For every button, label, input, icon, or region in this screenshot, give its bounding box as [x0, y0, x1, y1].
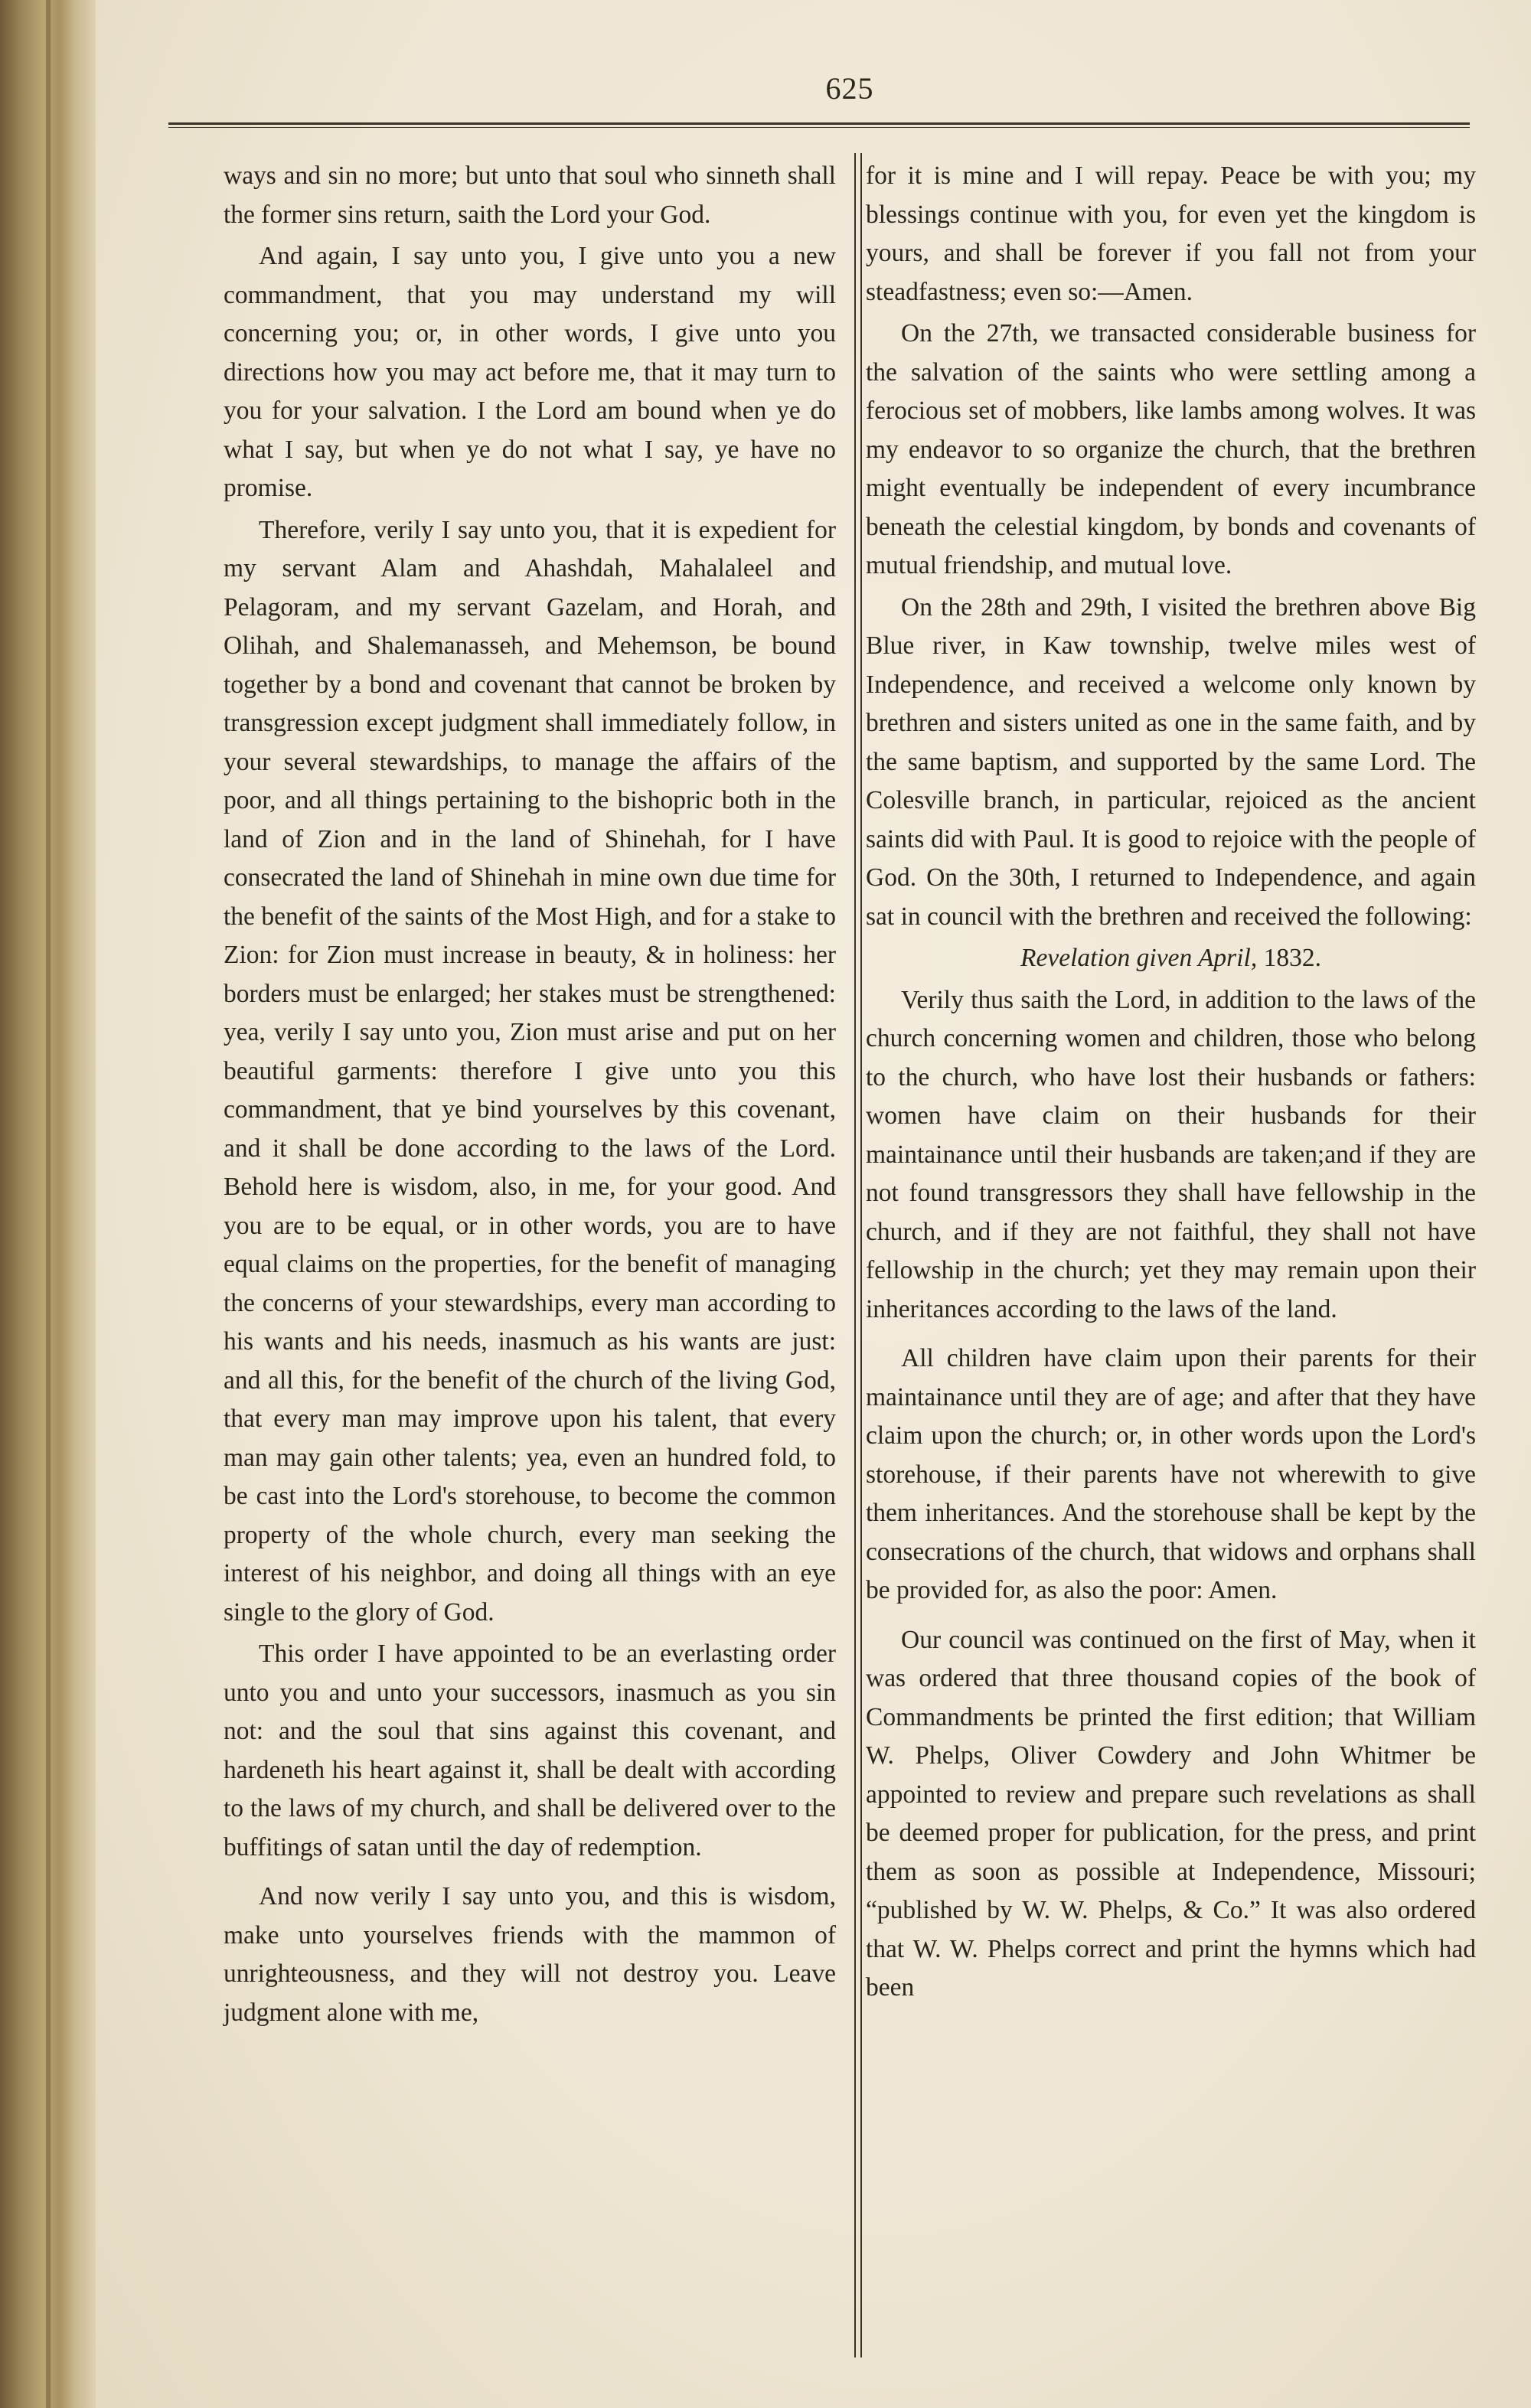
column-divider [854, 153, 862, 2357]
binding-shadow [46, 0, 51, 2408]
left-paragraph-4: This order I have appointed to be an everlasting order unto you and unto your successors, inasmuch as you sin not: and the soul that sins against this covenant, and hardeneth his heart against it, shall be dealt with according to the laws of my church, and shall be delivered over to the buffitings of satan until the day of redemption. [224, 1640, 836, 1861]
right-paragraph-6: Our council was continued on the first of May, when it was ordered that three thousand copies of the book of Commandments be printed the first edition; that William W. Phelps, Oliver Cowdery and John Whitmer be appointed to review and prepare such revelations as shall be deemed proper for publication, for the press, and print them as soon as possible at Independence, Missouri; “published by W. W. Phelps, & Co.” It was also ordered that W. W. Phelps correct and print the hymns which had been [866, 1625, 1476, 2002]
book-binding-gutter [0, 0, 96, 2408]
left-paragraph-2: And again, I say unto you, I give unto you a new commandment, that you may understand my will concerning you; or, in other words, I give unto you directions how you may act before me, that it may turn to you for your salvation. I the Lord am bound when ye do what I say, but when ye do not what I say, ye have no promise. [224, 242, 836, 502]
page-number: 625 [825, 71, 874, 106]
left-paragraph-5: And now verily I say unto you, and this is wisdom, make unto yourselves friends with the mammon of unrighteousness, and they will not destroy you. Leave judgment alone with me, [224, 1882, 836, 2027]
revelation-heading-italic: Revelation given April, [1020, 944, 1258, 972]
header-rule-thin [168, 127, 1470, 128]
right-column [866, 157, 1476, 2011]
right-paragraph-2: On the 27th, we transacted considerable business for the salvation of the saints who were settling among a ferocious set of mobbers, like lambs among wolves. It was my endeavor to so organize the church, that the brethren might eventually be independent of every incumbrance beneath the celestial kingdom, by bonds and covenants of mutual friendship, and mutual love. [866, 319, 1476, 579]
header-rule [168, 122, 1470, 125]
left-paragraph-1: ways and sin no more; but unto that soul who sinneth shall the former sins return, saith the Lord your God. [224, 162, 836, 229]
right-paragraph-3: On the 28th and 29th, I visited the brethren above Big Blue river, in Kaw township, twelve miles west of Independence, and received a welcome only known by brethren and sisters united as one in the same faith, and by the same baptism, and supported by the same Lord. The Colesville branch, in particular, rejoiced as the ancient saints did with Paul. It is good to rejoice with the people of God. On the 30th, I returned to Independence, and again sat in council with the brethren and received the following: [866, 592, 1476, 931]
left-paragraph-3: Therefore, verily I say unto you, that it is expedient for my servant Alam and Ahashdah, Mahalaleel and Pelagoram, and my servant Gazelam, and Horah, and Olihah, and Shalemanasseh, and Mehemson, be bound together by a bond and covenant that cannot be broken by transgression except judgment shall immediately follow, in your several stewardships, to manage the affairs of the poor, and all things pertaining to the bishopric both in the land of Zion and in the land of Shinehah, for I have consecrated the land of Shinehah in mine own due time for the benefit of the saints of the Most High, and for a stake to Zion: for Zion must increase in beauty, & in holiness: her borders must be enlarged; her stakes must be strengthened: yea, verily I say unto you, Zion must arise and put on her beautiful garments: therefore I give unto you this commandment, that ye bind yourselves by this covenant, and it shall be done according to the laws of the Lord. Behold here is wisdom, also, in me, for your good. And you are to be equal, or in other words, you are to have equal claims on the properties, for the benefit of managing the concerns of your stewardships, every man according to his wants and his needs, inasmuch as his wants are just: and all this, for the benefit of the church of the living God, that every man may improve upon his talent, that every man may gain other talents; yea, even an hundred fold, to be cast into the Lord's storehouse, to become the common property of the whole church, every man seeking the interest of his neighbor, and doing all things with an eye single to the glory of God. [224, 515, 836, 1627]
right-paragraph-5: All children have claim upon their parents for their maintainance until they are of age; and after that they have claim upon the church; or, in other words upon the Lord's storehouse, if their parents have not wherewith to give them inheritances. And the storehouse shall be kept by the consecrations of the church, that widows and orphans shall be provided for, as also the poor: Amen. [866, 1344, 1476, 1604]
revelation-heading-year: 1832. [1257, 944, 1321, 972]
right-paragraph-4: Verily thus saith the Lord, in addition to the laws of the church concerning women and children, those who belong to the church, who have lost their husbands or fathers: women have claim on their husbands for their maintainance until their husbands are taken;and if they are not found transgressors they shall have fellowship in the church, and if they are not faithful, they shall not have fellowship in the church; yet they may remain upon their inheritances according to the laws of the land. [866, 985, 1476, 1323]
left-column [224, 157, 836, 2035]
revelation-heading [866, 939, 1476, 978]
right-paragraph-1: for it is mine and I will repay. Peace be with you; my blessings continue with you, for even yet the kingdom is yours, and shall be forever if you fall not from your steadfastness; even so:—Amen. [866, 162, 1476, 306]
